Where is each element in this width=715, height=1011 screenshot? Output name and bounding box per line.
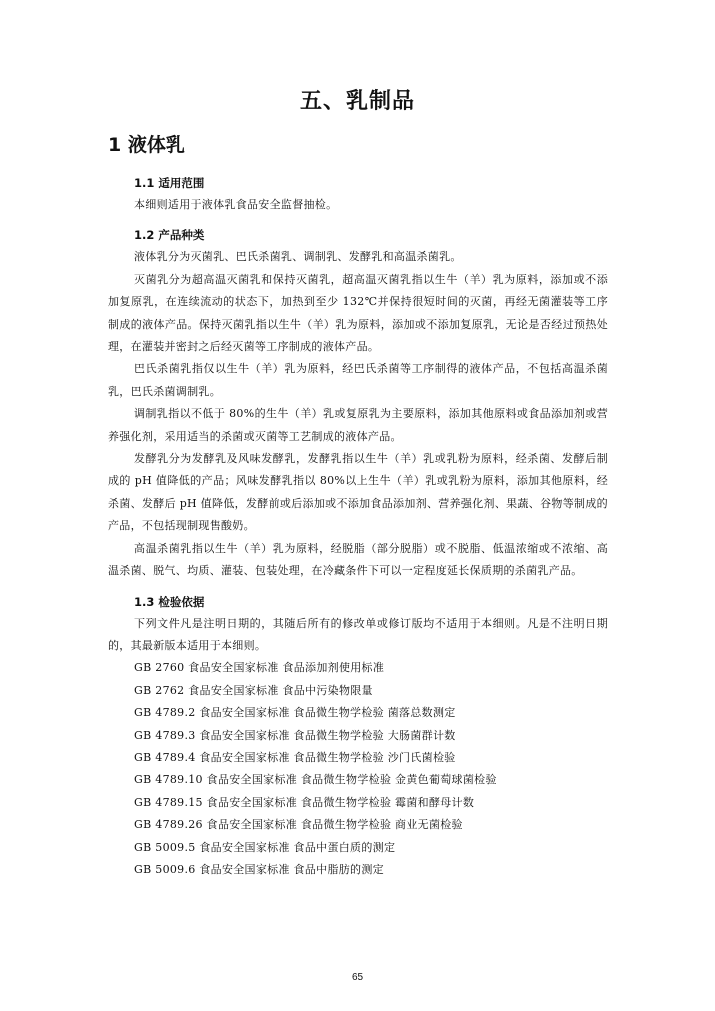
paragraph: 高温杀菌乳指以生牛（羊）乳为原料，经脱脂（部分脱脂）或不脱脂、低温浓缩或不浓缩、高温杀菌、脱气、均质、灌装、包装处理，在冷藏条件下可以一定程度延长保质期的杀菌乳产品。 [108,541,608,578]
page-number: 65 [351,972,364,983]
reference-item: GB 4789.4 食品安全国家标准 食品微生物学检验 沙门氏菌检验 [134,750,456,764]
reference-item: GB 4789.10 食品安全国家标准 食品微生物学检验 金黄色葡萄球菌检验 [134,773,497,787]
reference-item: GB 4789.26 食品安全国家标准 食品微生物学检验 商业无菌检验 [134,818,463,832]
reference-item: GB 5009.6 食品安全国家标准 食品中脂肪的测定 [134,862,384,876]
section-body [108,172,608,881]
paragraph: 发酵乳分为发酵乳及风味发酵乳，发酵乳指以生牛（羊）乳或乳粉为原料，经杀菌、发酵后制成的 pH 值降低的产品；风味发酵乳指以 80%以上生牛（羊）乳或乳粉为原料，添加其他原料，经杀菌、发酵后 pH 值降低，发酵前或后添加或不添加食品添加剂、营养强化剂、果蔬、谷物等制成的产品，不包括现制现售酸奶。 [108,452,608,533]
chapter-title: 五、乳制品 [299,89,415,114]
paragraph: 下列文件凡是注明日期的，其随后所有的修改单或修订版均不适用于本细则。凡是不注明日期的，其最新版本适用于本细则。 [108,616,608,652]
reference-item: GB 2762 食品安全国家标准 食品中污染物限量 [134,683,373,697]
subsection-heading-product-types: 1.2 产品种类 [134,228,205,243]
paragraph: 调制乳指以不低于 80%的生牛（羊）乳或复原乳为主要原料，添加其他原料或食品添加剂或营养强化剂，采用适当的杀菌或灭菌等工艺制成的液体产品。 [108,407,608,443]
reference-item: GB 4789.2 食品安全国家标准 食品微生物学检验 菌落总数测定 [134,706,456,720]
reference-list [108,657,608,881]
paragraph: 液体乳分为灭菌乳、巴氏杀菌乳、调制乳、发酵乳和高温杀菌乳。 [134,250,462,264]
reference-item: GB 4789.3 食品安全国家标准 食品微生物学检验 大肠菌群计数 [134,728,456,742]
paragraph: 巴氏杀菌乳指仅以生牛（羊）乳为原料，经巴氏杀菌等工序制得的液体产品，不包括高温杀菌乳，巴氏杀菌调制乳。 [108,362,608,398]
section-title: 1 液体乳 [108,134,185,156]
subsection-heading-scope: 1.1 适用范围 [134,176,205,190]
subsection-heading-basis: 1.3 检验依据 [134,594,205,609]
paragraph: 灭菌乳分为超高温灭菌乳和保持灭菌乳，超高温灭菌乳指以生牛（羊）乳为原料，添加或不添加复原乳，在连续流动的状态下，加热到至少 132℃并保持很短时间的灭菌，再经无菌灌装等工序制成的液体产品。保持灭菌乳指以生牛（羊）乳为原料，添加或不添加复原乳，无论是否经过预热处理，在灌装并密封之后经灭菌等工序制成的液体产品。 [108,272,608,354]
paragraph: 本细则适用于液体乳食品安全监督抽检。 [134,198,338,211]
reference-item: GB 4789.15 食品安全国家标准 食品微生物学检验 霉菌和酵母计数 [134,795,475,809]
reference-item: GB 2760 食品安全国家标准 食品添加剂使用标准 [134,661,385,675]
reference-item: GB 5009.5 食品安全国家标准 食品中蛋白质的测定 [134,840,396,854]
